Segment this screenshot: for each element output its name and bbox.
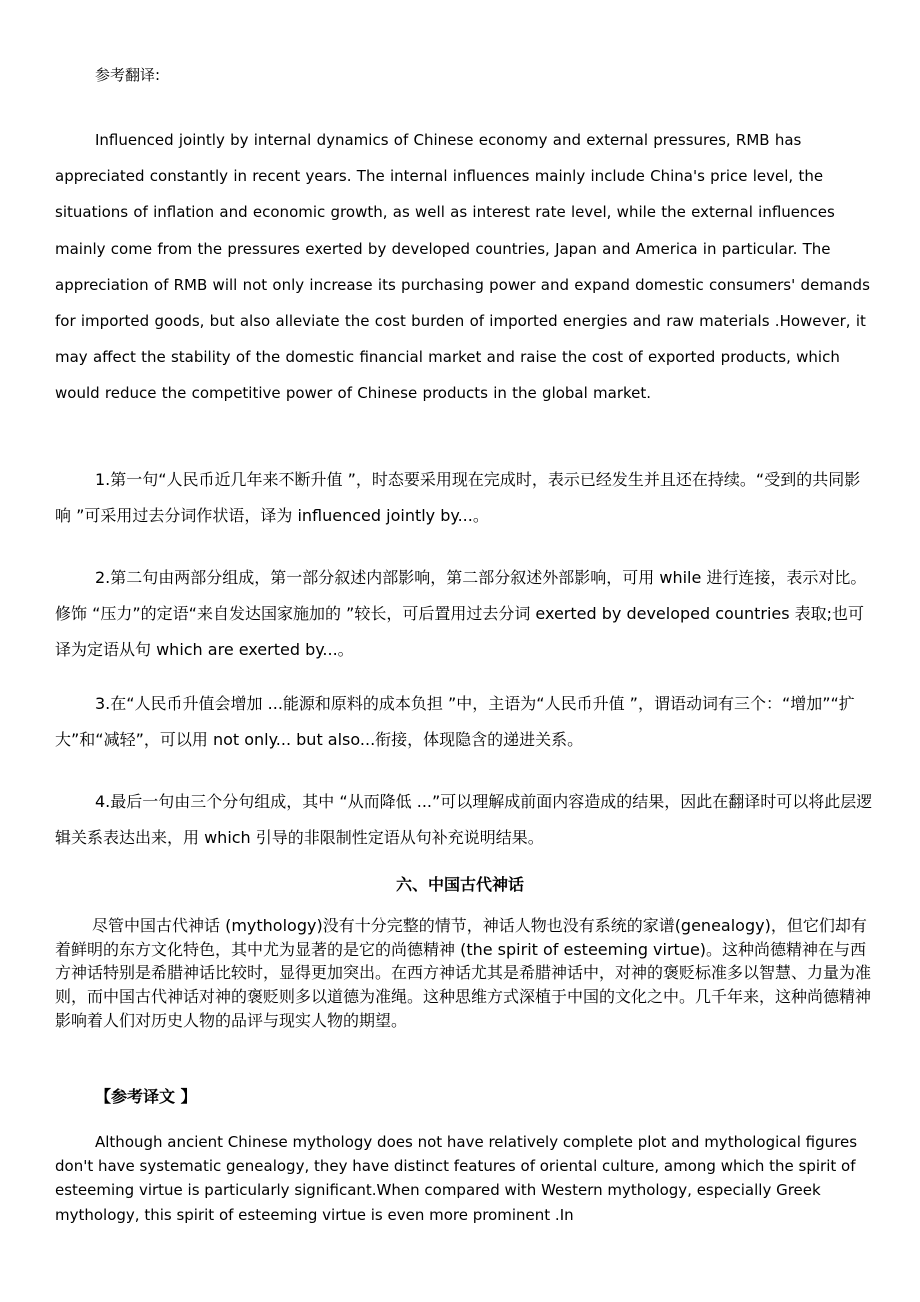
translation-note-2: 2.第二句由两部分组成，第一部分叙述内部影响，第二部分叙述外部影响，可用 while 进行连接，表示对比。修饰 “压力”的定语“来自发达国家施加的 ”较长，可后置用过去分词 exerted by developed countries 表取;也可译为定语从句 which are exerted by...。 xyxy=(55,568,867,659)
translation-note-3: 3.在“人民币升值会增加 ...能源和原料的成本负担 ”中，主语为“人民币升值 ”，谓语动词有三个：“增加”“扩大”和“减轻”，可以用 not only... but also...衔接，体现隐含的递进关系。 xyxy=(55,694,855,749)
reference-translation-paragraph: Influenced jointly by internal dynamics of Chinese economy and external pressures, RMB has appreciated constantly in recent years. The internal influences mainly include China's price level, the situations of inflation and economic growth, as well as interest rate level, while the external influences mainly come from the pressures exerted by developed countries, Japan and America in particular. The appreciation of RMB will not only increase its purchasing power and expand domestic consumers' demands for imported goods, but also alleviate the cost burden of imported energies and raw materials .However, it may affect the stability of the domestic financial market and raise the cost of exported products, which would reduce the competitive power of Chinese products in the global market. xyxy=(55,131,870,403)
section-title: 六、中国古代神话 xyxy=(395,875,524,894)
translation-note-4: 4.最后一句由三个分句组成，其中 “从而降低 ...”可以理解成前面内容造成的结果，因此在翻译时可以将此层逻辑关系表达出来，用 which 引导的非限制性定语从句补充说明结果。 xyxy=(55,792,873,847)
source-text-paragraph: 尽管中国古代神话 (mythology)没有十分完整的情节，神话人物也没有系统的家谱(genealogy)，但它们却有着鲜明的东方文化特色，其中尤为显著的是它的尚德精神 (the spirit of esteeming virtue)。这种尚德精神在与西方神话特别是希腊神话比较时，显得更加突出。在西方神话尤其是希腊神话中，对神的褒贬标准多以智慧、力量为准则，而中国古代神话对神的褒贬则多以道德为准绳。这种思维方式深植于中国的文化之中。几千年来，这种尚德精神影响着人们对历史人物的品评与现实人物的期望。 xyxy=(55,916,872,1030)
translation-note-1: 1.第一句“人民币近几年来不断升值 ”，时态要采用现在完成时，表示已经发生并且还在持续。“受到的共同影响 ”可采用过去分词作状语，译为 influenced jointly by...。 xyxy=(55,470,861,525)
reference-translation-heading: 参考翻译: xyxy=(95,66,161,84)
reference-translation-label: 【参考译文 】 xyxy=(95,1087,197,1106)
reference-translation-text: Although ancient Chinese mythology does not have relatively complete plot and mythological figures don't have systematic genealogy, they have distinct features of oriental culture, among which the spirit of esteeming virtue is particularly significant.When compared with Western mythology, especially Greek mythology, this spirit of esteeming virtue is even more prominent .In xyxy=(55,1133,858,1224)
